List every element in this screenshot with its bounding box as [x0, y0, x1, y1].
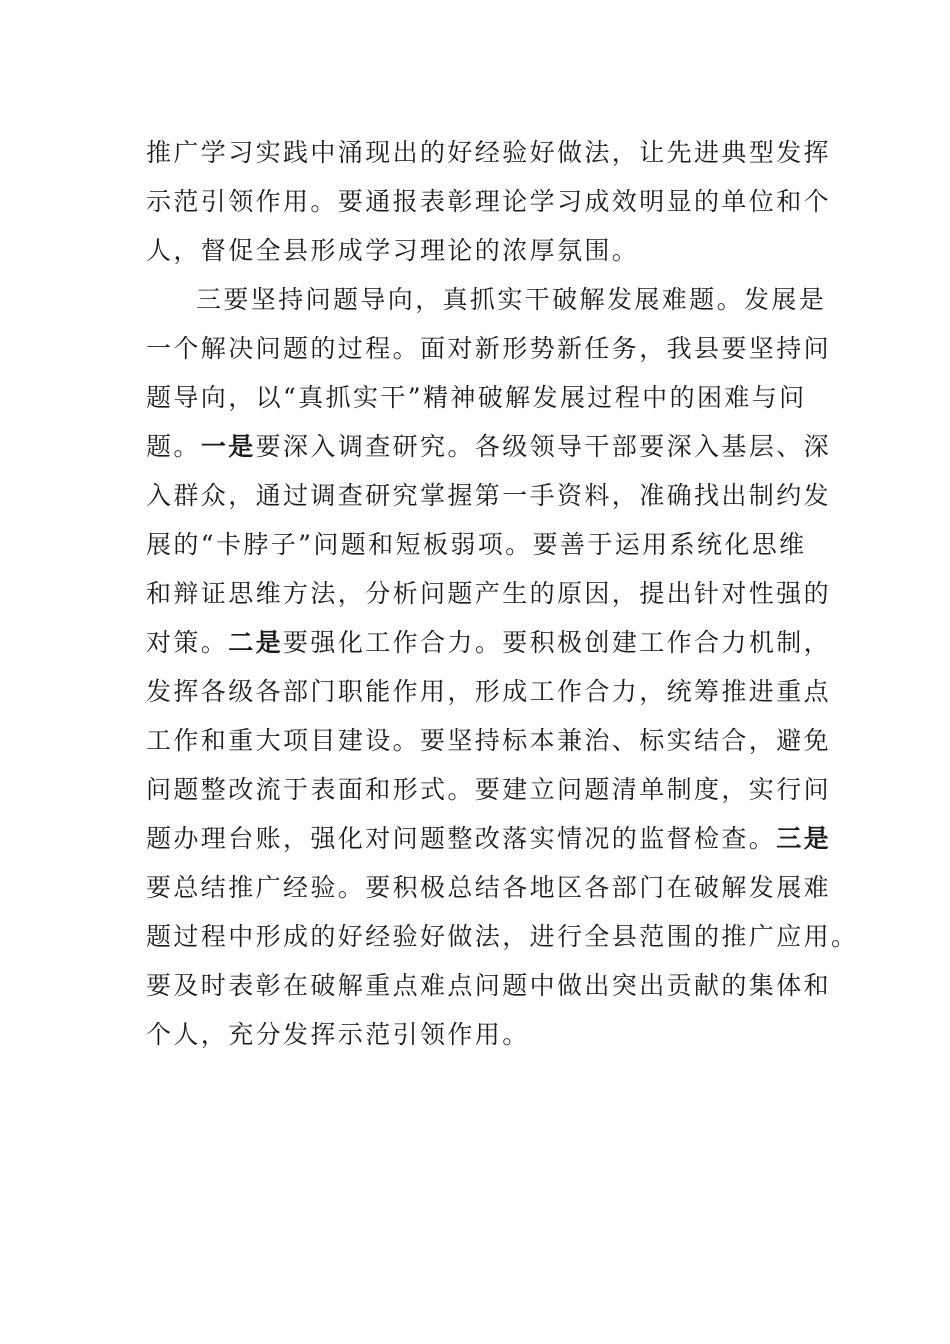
- text-segment: 要深入调查研究。各级领导干部要深入基层、深: [255, 432, 832, 461]
- text-segment: 题。: [146, 432, 201, 461]
- text-line: [146, 765, 832, 814]
- text-line: [146, 226, 806, 275]
- text-segment: 示范引领作用。要通报表彰理论学习成效明显的单位和个: [146, 187, 832, 216]
- emphasis-text: 三是: [776, 824, 832, 853]
- text-line: [146, 618, 832, 667]
- text-segment: 要及时表彰在破解重点难点问题中做出突出贡献的集体和: [146, 971, 832, 1000]
- text-segment: 展的“卡脖子”问题和短板弱项。要善于运用系统化思维: [146, 530, 807, 559]
- emphasis-text: 一是: [200, 432, 256, 461]
- text-segment: 个人，充分发挥示范引领作用。: [146, 1020, 530, 1049]
- text-segment: 题过程中形成的好经验好做法，进行全县范围的推广应用。: [146, 922, 859, 951]
- text-line: [146, 422, 832, 471]
- text-line: [146, 1010, 806, 1059]
- text-line: [146, 324, 832, 373]
- text-line: [146, 177, 832, 226]
- text-line: [146, 373, 806, 422]
- text-segment: 和辩证思维方法，分析问题产生的原因，提出针对性强的: [146, 579, 832, 608]
- text-line: [146, 716, 832, 765]
- text-line: [146, 667, 832, 716]
- text-segment: 一个解决问题的过程。面对新形势新任务，我县要坚持问: [146, 334, 832, 363]
- text-segment: 题导向，以“真抓实干”精神破解发展过程中的困难与问: [146, 383, 807, 412]
- text-segment: 发挥各级各部门职能作用，形成工作合力，统筹推进重点: [146, 677, 832, 706]
- text-segment: 对策。: [146, 628, 229, 657]
- text-segment: 推广学习实践中涌现出的好经验好做法，让先进典型发挥: [146, 138, 832, 167]
- text-line: [146, 863, 832, 912]
- text-segment: 要总结推广经验。要积极总结各地区各部门在破解发展难: [146, 873, 832, 902]
- emphasis-text: 二是: [228, 628, 284, 657]
- text-segment: 人，督促全县形成学习理论的浓厚氛围。: [146, 236, 640, 265]
- text-line: [146, 275, 827, 324]
- text-line: [146, 569, 832, 618]
- text-line: [146, 814, 832, 863]
- text-segment: 问题整改流于表面和形式。要建立问题清单制度，实行问: [146, 775, 832, 804]
- text-line: [146, 961, 832, 1010]
- text-segment: 题办理台账，强化对问题整改落实情况的监督检查。: [146, 824, 777, 853]
- text-segment: 要强化工作合力。要积极创建工作合力机制，: [283, 628, 832, 657]
- text-line: [146, 912, 859, 961]
- text-line: [146, 128, 832, 177]
- text-line: [146, 520, 806, 569]
- document-body: [146, 128, 859, 1059]
- text-line: [146, 471, 832, 520]
- text-segment: 三要坚持问题导向，真抓实干破解发展难题。发展是: [196, 285, 827, 314]
- text-segment: 工作和重大项目建设。要坚持标本兼治、标实结合，避免: [146, 726, 832, 755]
- text-segment: 入群众，通过调查研究掌握第一手资料，准确找出制约发: [146, 481, 832, 510]
